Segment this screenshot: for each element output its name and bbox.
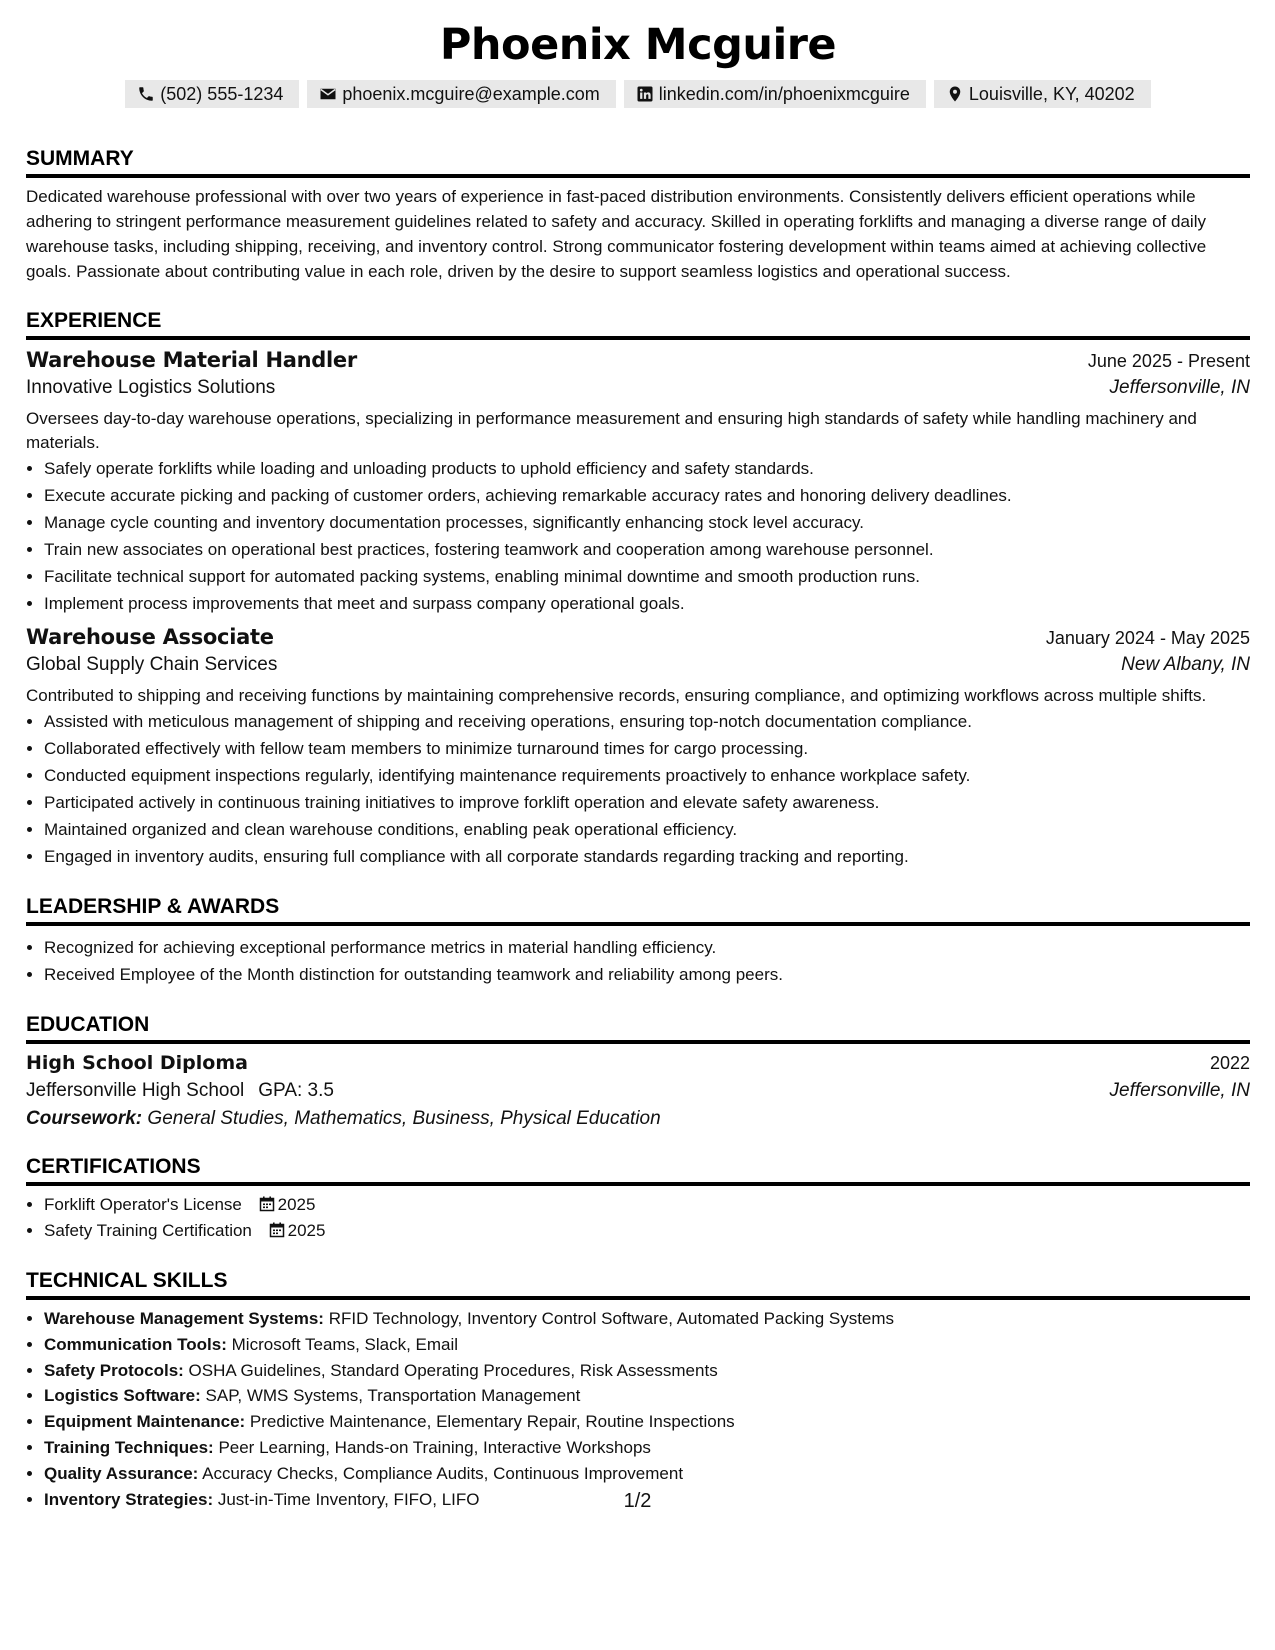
summary-text: Dedicated warehouse professional with over two years of experience in fast-paced distribution environments. Consistently delivers efficient operations while adhering to stringent performance measurement guidelines related to safety and accuracy. Skilled in operating forklifts and managing a diverse range of daily warehouse tasks, including shipping, receiving, and inventory control. Strong communicator fostering development within teams aimed at achieving collective goals. Passionate about contributing value in each role, driven by the desire to support seamless logistics and operational success. xyxy=(26,187,1207,281)
calendar-icon xyxy=(259,1196,275,1212)
certification-name: Forklift Operator's License xyxy=(44,1195,242,1214)
job-company: Global Supply Chain Services xyxy=(26,654,278,675)
award-item: • Received Employee of the Month distinction for outstanding teamwork and reliability among peers. xyxy=(44,961,1250,988)
certification-item xyxy=(44,1218,1250,1244)
job-bullet: • Manage cycle counting and inventory documentation processes, significantly enhancing stock level accuracy. xyxy=(44,509,1250,536)
job-location: New Albany, IN xyxy=(1121,654,1250,675)
section-awards-title: LEADERSHIP & AWARDS xyxy=(26,894,1250,926)
job-company: Innovative Logistics Solutions xyxy=(26,377,276,398)
page-number: 1/2 xyxy=(623,1490,652,1512)
skill-value: OSHA Guidelines, Standard Operating Procedures, Risk Assessments xyxy=(188,1360,718,1380)
job-entry xyxy=(26,625,1250,870)
graduation-year: 2022 xyxy=(1209,1053,1250,1073)
section-experience-title: EXPERIENCE xyxy=(26,308,1250,340)
calendar-icon xyxy=(269,1222,285,1238)
section-summary-title: SUMMARY xyxy=(26,146,1250,178)
job-entry xyxy=(26,348,1250,617)
certification-year: 2025 xyxy=(277,1195,316,1214)
coursework-label: Coursework: xyxy=(26,1108,143,1129)
job-bullet: • Engaged in inventory audits, ensuring full compliance with all corporate standards regarding tracking and reporting. xyxy=(44,843,1250,870)
skill-value: RFID Technology, Inventory Control Software, Automated Packing Systems xyxy=(328,1309,895,1328)
section-skills-title: TECHNICAL SKILLS xyxy=(26,1268,1250,1300)
job-bullet: • Participated actively in continuous training initiatives to improve forklift operation and elevate safety awareness. xyxy=(44,789,1250,816)
coursework-list: General Studies, Mathematics, Business, Physical Education xyxy=(147,1108,661,1129)
skill-value: Accuracy Checks, Compliance Audits, Continuous Improvement xyxy=(202,1463,684,1483)
skill-label: Quality Assurance: xyxy=(44,1463,199,1483)
job-description: Oversees day-to-day warehouse operations, specializing in performance measurement and ensuring high standards of safety while handling machinery and materials. xyxy=(26,409,1197,452)
section-certifications-title: CERTIFICATIONS xyxy=(26,1154,1250,1186)
job-title: Warehouse Associate xyxy=(26,625,274,649)
certification-year: 2025 xyxy=(287,1221,326,1240)
job-bullets xyxy=(26,455,1250,617)
job-bullet: • Facilitate technical support for automated packing systems, enabling minimal downtime and smooth production runs. xyxy=(44,563,1250,590)
job-bullet: • Train new associates on operational best practices, fostering teamwork and cooperation among warehouse personnel. xyxy=(44,536,1250,563)
skill-label: Warehouse Management Systems: xyxy=(44,1309,324,1328)
job-bullet: • Collaborated effectively with fellow team members to minimize turnaround times for cargo processing. xyxy=(44,735,1250,762)
section-education-title: EDUCATION xyxy=(26,1012,1250,1044)
skill-label: Communication Tools: xyxy=(44,1334,227,1354)
job-bullet: • Conducted equipment inspections regularly, identifying maintenance requirements proactively to enhance workplace safety. xyxy=(44,762,1250,789)
skill-item xyxy=(44,1332,1250,1358)
skill-item xyxy=(44,1409,1250,1435)
job-bullet: • Safely operate forklifts while loading and unloading products to uphold efficiency and safety standards. xyxy=(44,455,1250,482)
skill-value: Peer Learning, Hands-on Training, Interactive Workshops xyxy=(218,1437,651,1457)
envelope-icon xyxy=(319,85,337,103)
skills-list xyxy=(26,1306,1250,1512)
location-text: Louisville, KY, 40202 xyxy=(968,83,1135,104)
job-bullets xyxy=(26,708,1250,870)
job-bullet: • Execute accurate picking and packing of customer orders, achieving remarkable accuracy rates and honoring delivery deadlines. xyxy=(44,482,1250,509)
job-bullet: • Assisted with meticulous management of shipping and receiving operations, ensuring top-notch documentation compliance. xyxy=(44,708,1250,735)
phone-text: (502) 555-1234 xyxy=(160,83,284,104)
skill-value: Microsoft Teams, Slack, Email xyxy=(231,1334,459,1354)
resume-page xyxy=(26,20,1250,1512)
job-bullet: • Implement process improvements that meet and surpass company operational goals. xyxy=(44,590,1250,617)
contact-location xyxy=(934,80,1151,108)
job-bullet: • Maintained organized and clean warehouse conditions, enabling peak operational efficiency. xyxy=(44,816,1250,843)
skill-item xyxy=(44,1306,1250,1332)
awards-list xyxy=(26,934,1250,988)
linkedin-icon xyxy=(636,85,654,103)
email-text: phoenix.mcguire@example.com xyxy=(342,83,600,104)
skill-label: Inventory Strategies: xyxy=(44,1489,214,1509)
contact-bar xyxy=(26,80,1250,108)
certifications-list xyxy=(26,1192,1250,1244)
job-title: Warehouse Material Handler xyxy=(26,348,357,372)
certification-name: Safety Training Certification xyxy=(44,1221,252,1240)
job-description: Contributed to shipping and receiving functions by maintaining comprehensive records, ensuring compliance, and optimizing workflows across multiple shifts. xyxy=(26,686,1207,705)
skill-value: Predictive Maintenance, Elementary Repair, Routine Inspections xyxy=(249,1412,735,1432)
gpa: GPA: 3.5 xyxy=(258,1080,334,1101)
skill-label: Training Techniques: xyxy=(44,1437,214,1457)
contact-phone[interactable] xyxy=(125,80,299,108)
degree: High School Diploma xyxy=(26,1052,248,1074)
contact-email[interactable] xyxy=(307,80,615,108)
skill-item xyxy=(44,1435,1250,1461)
certification-item xyxy=(44,1192,1250,1218)
candidate-name: Phoenix Mcguire xyxy=(439,20,837,70)
school-location: Jeffersonville, IN xyxy=(1109,1080,1250,1101)
phone-icon xyxy=(137,85,155,103)
skill-item xyxy=(44,1461,1250,1487)
map-pin-icon xyxy=(946,85,964,103)
job-dates: January 2024 - May 2025 xyxy=(1045,628,1250,648)
linkedin-text: linkedin.com/in/phoenixmcguire xyxy=(658,83,910,104)
skill-value: Just-in-Time Inventory, FIFO, LIFO xyxy=(217,1489,480,1509)
school-name: Jeffersonville High School xyxy=(26,1080,245,1101)
contact-linkedin[interactable] xyxy=(624,80,926,108)
job-location: Jeffersonville, IN xyxy=(1109,377,1250,398)
award-item: • Recognized for achieving exceptional performance metrics in material handling efficiency. xyxy=(44,934,1250,961)
skill-item xyxy=(44,1383,1250,1409)
skill-value: SAP, WMS Systems, Transportation Management xyxy=(205,1386,581,1406)
skill-label: Logistics Software: xyxy=(44,1386,201,1406)
job-dates: June 2025 - Present xyxy=(1087,351,1250,371)
skill-label: Safety Protocols: xyxy=(44,1360,184,1380)
skill-label: Equipment Maintenance: xyxy=(44,1412,246,1432)
skill-item xyxy=(44,1358,1250,1384)
coursework xyxy=(26,1108,1250,1130)
